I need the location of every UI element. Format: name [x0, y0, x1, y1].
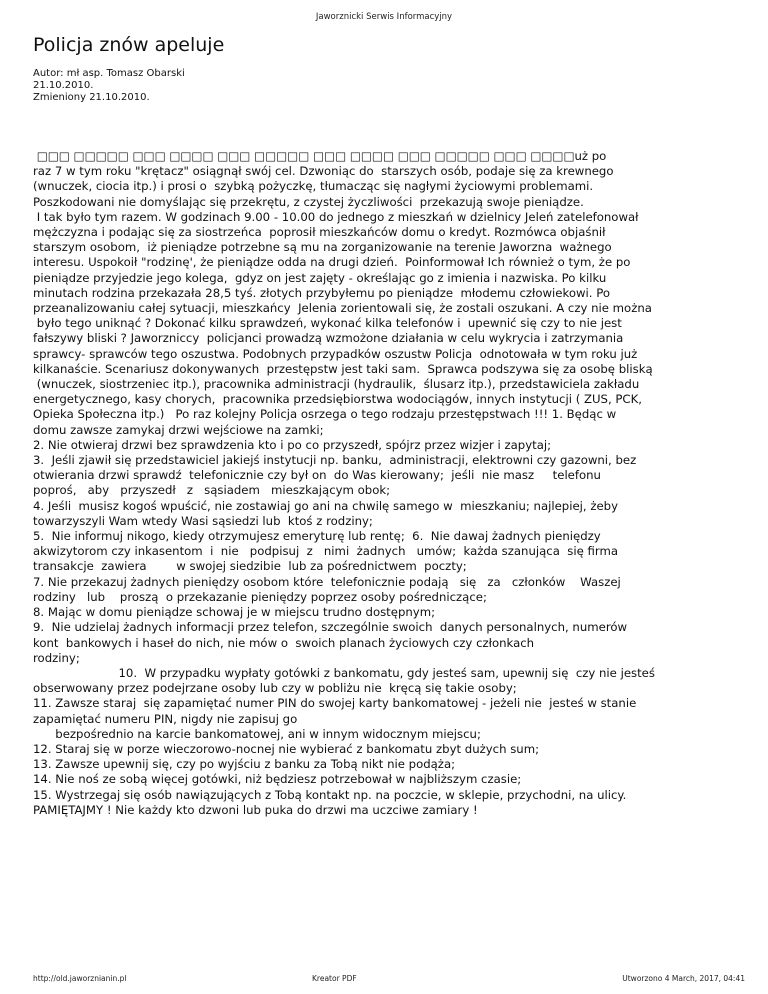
article-title: Policja znów apeluje: [33, 34, 225, 56]
article-line: towarzyszyli Wam wtedy Wasi sąsiedzi lub ktoś z rodziny;: [33, 513, 373, 528]
article-line: 3. Jeśli zjawił się przedstawiciel jakiejś instytucji np. banku, administracji, elektrowni czy gazowni, bez: [33, 453, 637, 468]
article-line: bezpośrednio na karcie bankomatowej, ani w innym widocznym miejscu;: [33, 726, 481, 741]
article-line: energetycznego, kasy chorych, pracownika przedsiębiorstwa wodociągów, innych instytucji ( ZUS, PCK,: [33, 392, 642, 407]
article-line: 2. Nie otwieraj drzwi bez sprawdzenia kto i po co przyszedł, spójrz przez wizjer i zapytaj;: [33, 437, 552, 452]
article-line: mężczyzna i podając się za siostrzeńca poprosił mieszkańców domu o kredyt. Rozmówca objaśnił: [33, 225, 606, 240]
article-line: fałszywy bliski ? Jaworzniccy policjanci prowadzą wzmożone działania w celu wykrycia i zatrzymania: [33, 331, 624, 346]
article-line: akwizytorom czy inkasentom i nie podpisuj z nimi żadnych umów; każda szanująca się firma: [33, 544, 619, 559]
article-line: 12. Staraj się w porze wieczorowo-nocnej nie wybierać z bankomatu zbyt dużych sum;: [33, 741, 540, 756]
article-line: 13. Zawsze upewnij się, czy po wyjściu z banku za Tobą nikt nie podąża;: [33, 757, 456, 772]
article-line: 9. Nie udzielaj żadnych informacji przez telefon, szczególnie swoich danych personalnych, numerów: [33, 620, 628, 635]
article-line: rodziny;: [33, 650, 80, 665]
article-body: [33, 149, 745, 818]
article-line: 15. Wystrzegaj się osób nawiązujących z Tobą kontakt np. na poczcie, w sklepie, przychodni, na ulicy.: [33, 787, 627, 802]
article-line: Opieka Społeczna itp.) Po raz kolejny Policja osrzega o tego rodzaju przestępstwach !!! 1. Będąc w: [33, 407, 617, 422]
article-line: minutach rodzina przekazała 28,5 tyś. złotych przybyłemu po pieniądze młodemu człowiekowi. Po: [33, 285, 610, 300]
article-line: transakcje zawiera w swojej siedzibie lub za pośrednictwem poczty;: [33, 559, 467, 574]
article-line: 4. Jeśli musisz kogoś wpuścić, nie zostawiaj go ani na chwilę samego w mieszkaniu; najlepiej, żeby: [33, 498, 619, 513]
article-line: otwierania drzwi sprawdź telefonicznie czy był on do Was kierowany; jeśli nie masz telefonu: [33, 468, 601, 483]
article-line: Poszkodowani nie domyślając się przekrętu, z czystej życzliwości przekazują swoje pieniądze.: [33, 194, 584, 209]
footer-generator: Kreator PDF: [312, 974, 357, 983]
article-meta: [33, 68, 185, 104]
article-line: 14. Nie noś ze sobą więcej gotówki, niż będziesz potrzebował w najbliższym czasie;: [33, 772, 522, 787]
article-line: starszym osobom, iż pieniądze potrzebne są mu na zorganizowanie na terenie Jaworzna ważnego: [33, 240, 612, 255]
article-line: kont bankowych i haseł do nich, nie mów o swoich planach życiowych czy członkach: [33, 635, 535, 650]
footer-created: Utworzono 4 March, 2017, 04:41: [622, 974, 745, 983]
article-line: raz 7 w tym roku "krętacz" osiągnął swój cel. Dzwoniąc do starszych osób, podaje się za krewnego: [33, 164, 614, 179]
article-line: sprawcy- sprawców tego oszustwa. Podobnych przypadków oszustw Policja odnotowała w tym roku już: [33, 346, 638, 361]
article-line: (wnuczek, siostrzeniec itp.), pracownika administracji (hydraulik, ślusarz itp.), przedstawiciela zakładu: [33, 377, 640, 392]
article-line: interesu. Uspokoił "rodzinę', że pieniądze odda na drugi dzień. Poinformował Ich również o tym, że po: [33, 255, 631, 270]
article-line: □□□ □□□□□ □□□ □□□□ □□□ □□□□□ □□□ □□□□ □□□ □□□□□ □□□ □□□□uż po: [33, 149, 607, 163]
article-line: zapamiętać numeru PIN, nigdy nie zapisuj go: [33, 711, 298, 726]
article-line: 11. Zawsze staraj się zapamiętać numer PIN do swojej karty bankomatowej - jeżeli nie jesteś w stanie: [33, 696, 637, 711]
article-line: pieniądze przyjedzie jego kolega, gdyz on jest zajęty - określając go z imienia i nazwiska. Po kilku: [33, 270, 607, 285]
page-footer: [33, 974, 745, 986]
article-line: domu zawsze zamykaj drzwi wejściowe na zamki;: [33, 422, 324, 437]
article-line: kilkanaście. Scenariusz dokonywanych przestępstw jest taki sam. Sprawca podszywa się za osobę bliską: [33, 361, 653, 376]
article-line: rodziny lub proszą o przekazanie pieniędzy poprzez osoby pośredniczące;: [33, 589, 487, 604]
article-date: 21.10.2010.: [33, 80, 94, 91]
article-line: obserwowany przez podejrzane osoby lub czy w pobliżu nie kręcą się takie osoby;: [33, 681, 517, 696]
article-line: 8. Mając w domu pieniądze schowaj je w miejscu trudno dostępnym;: [33, 605, 436, 620]
site-header: Jaworznicki Serwis Informacyjny: [315, 12, 453, 22]
article-modified: Zmieniony 21.10.2010.: [33, 92, 150, 103]
article-line: było tego uniknąć ? Dokonać kilku sprawdzeń, wykonać kilka telefonów i upewnić się czy to nie jest: [33, 316, 622, 331]
article-line: 7. Nie przekazuj żadnych pieniędzy osobom które telefonicznie podają się za członków Waszej: [33, 574, 621, 589]
article-line: przeanalizowaniu całej sytuacji, mieszkańcy Jelenia zorientowali się, że zostali oszukani. A czy nie można: [33, 301, 652, 316]
article-line: poproś, aby przyszedł z sąsiadem mieszkającym obok;: [33, 483, 391, 498]
article-line: PAMIĘTAJMY ! Nie każdy kto dzwoni lub puka do drzwi ma uczciwe zamiary !: [33, 802, 478, 817]
article-line: (wnuczek, ciocia itp.) i prosi o szybką pożyczkę, tłumacząc się nagłymi życiowymi problemami.: [33, 179, 594, 194]
footer-url: http://old.jaworznianin.pl: [33, 974, 127, 983]
article-author: Autor: mł asp. Tomasz Obarski: [33, 68, 185, 79]
article-line: I tak było tym razem. W godzinach 9.00 - 10.00 do jednego z mieszkań w dzielnicy Jeleń zatelefonował: [33, 209, 639, 224]
article-line: 10. W przypadku wypłaty gotówki z bankomatu, gdy jesteś sam, upewnij się czy nie jesteś: [33, 665, 655, 680]
article-line: 5. Nie informuj nikogo, kiedy otrzymujesz emeryturę lub rentę; 6. Nie dawaj żadnych pieniędzy: [33, 529, 601, 544]
